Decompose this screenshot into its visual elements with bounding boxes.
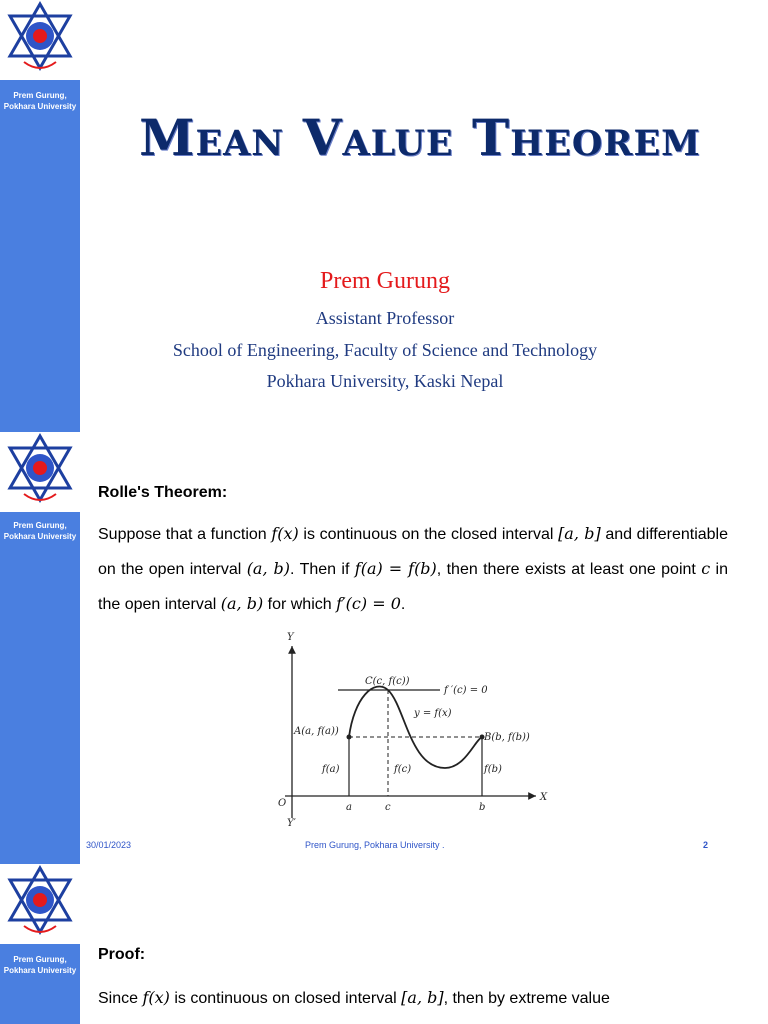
- label-point-a: A(a, f(a)): [294, 726, 339, 737]
- text-run: in the open interval: [98, 561, 729, 613]
- sidebar-author-name: Prem Gurung,: [13, 955, 67, 964]
- label-origin: O: [278, 798, 287, 809]
- math-closed-interval: [a, b]: [558, 524, 601, 543]
- text-run: Since: [98, 990, 143, 1007]
- sidebar-author-university: Pokhara University: [3, 966, 77, 975]
- math-c: c: [701, 559, 711, 578]
- university-logo-icon: [4, 864, 76, 940]
- text-run: and differentiable on the open interval: [98, 526, 729, 578]
- footer-page-number: 2: [703, 840, 709, 850]
- label-curve: y = f(x): [414, 708, 452, 719]
- sidebar-author-name: Prem Gurung,: [13, 91, 67, 100]
- sidebar-author: [0, 520, 80, 542]
- text-run: is continuous on closed interval: [169, 990, 402, 1007]
- label-fb: f(b): [484, 764, 502, 775]
- label-fc: f(c): [394, 764, 412, 775]
- math-open-interval: (a, b): [246, 559, 291, 578]
- slide-1: [0, 0, 768, 432]
- sidebar-author-university: Pokhara University: [3, 532, 77, 541]
- math-fx: f(x): [142, 988, 170, 1007]
- footer-author: Prem Gurung, Pokhara University .: [305, 840, 445, 850]
- label-x-axis: X: [540, 792, 548, 803]
- author-university: Pokhara University, Kaski Nepal: [266, 371, 504, 391]
- rolles-theorem-graph: [270, 628, 560, 828]
- sidebar-author-name: Prem Gurung,: [13, 521, 67, 530]
- rolles-theorem-statement: [98, 517, 728, 622]
- label-y-axis: Y: [287, 632, 294, 643]
- math-fx: f(x): [271, 524, 299, 543]
- label-tangent: f ′(c) = 0: [444, 685, 488, 696]
- sidebar-author: [0, 954, 80, 976]
- point-a-dot: [347, 735, 352, 740]
- label-tick-a: a: [346, 802, 352, 813]
- text-run: , then there exists at least one point: [436, 561, 702, 578]
- text-run: , then by extreme value: [443, 990, 610, 1007]
- section-heading-rolles-theorem: Rolle's Theorem:: [98, 484, 228, 501]
- label-tick-c: c: [385, 802, 391, 813]
- author-name: Prem Gurung: [320, 268, 450, 294]
- label-point-c: C(c, f(c)): [365, 676, 410, 687]
- sidebar: [0, 512, 80, 864]
- author-school: School of Engineering, Faculty of Science and Technology: [172, 340, 598, 360]
- university-logo-icon: [4, 0, 76, 76]
- text-run: Suppose that a function: [98, 526, 272, 543]
- text-run: . Then if: [290, 561, 355, 578]
- text-run: for which: [263, 596, 337, 613]
- proof-text: [98, 981, 728, 1016]
- section-heading-proof: Proof:: [98, 946, 146, 963]
- author-position: Assistant Professor: [315, 308, 455, 328]
- text-run: is continuous on the closed interval: [298, 526, 559, 543]
- footer-date: 30/01/2023: [86, 840, 132, 850]
- sidebar-author: [0, 90, 80, 112]
- math-closed-interval: [a, b]: [401, 988, 444, 1007]
- math-fa-equals-fb: f(a) = f(b): [354, 559, 437, 578]
- university-logo-icon: [4, 432, 76, 508]
- slide-title: Mean Value Theorem: [139, 108, 701, 167]
- label-y-axis-neg: Y′: [287, 818, 296, 828]
- function-curve: [349, 687, 482, 768]
- sidebar: [0, 80, 80, 432]
- math-derivative-zero: f′(c) = 0: [336, 594, 401, 613]
- text-run: .: [400, 596, 406, 613]
- sidebar-author-university: Pokhara University: [3, 102, 77, 111]
- label-tick-b: b: [479, 802, 486, 813]
- label-point-b: B(b, f(b)): [484, 732, 530, 743]
- label-fa: f(a): [322, 764, 340, 775]
- math-open-interval: (a, b): [220, 594, 264, 613]
- sidebar: [0, 944, 80, 1024]
